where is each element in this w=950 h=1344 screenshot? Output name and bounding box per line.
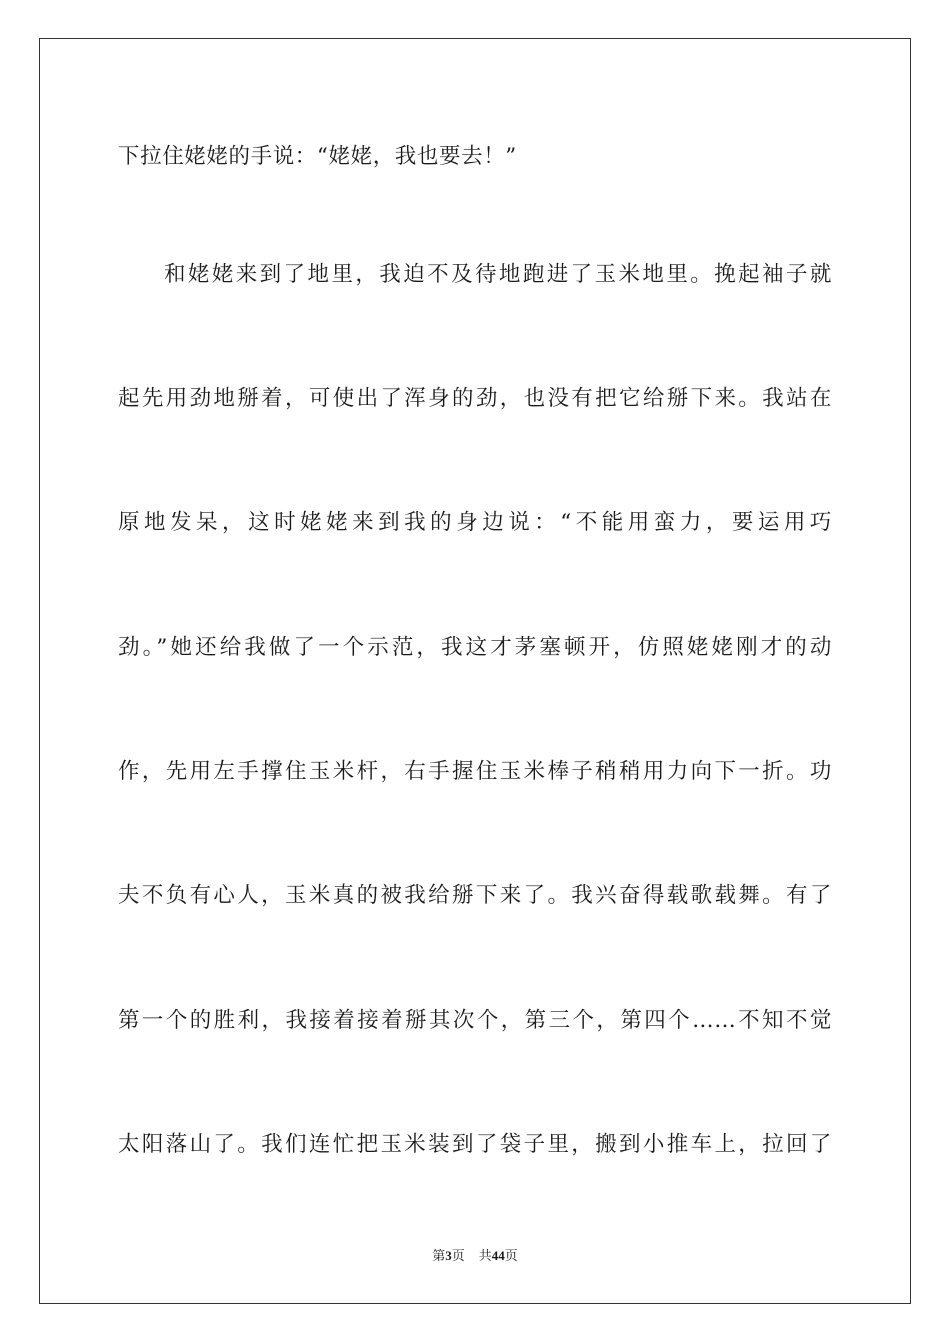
page-suffix: 页 bbox=[451, 1248, 465, 1263]
page-footer bbox=[0, 1247, 950, 1265]
total-suffix: 页 bbox=[504, 1248, 518, 1263]
text-line-3: 起先用劲地掰着，可使出了浑身的劲，也没有把它给掰下来。我站在 bbox=[118, 386, 832, 411]
text-line-1: 下拉住姥姥的手说：“姥姥，我也要去！” bbox=[118, 144, 517, 169]
text-line-4: 原地发呆，这时姥姥来到我的身边说：“不能用蛮力，要运用巧 bbox=[118, 510, 832, 535]
text-line-8: 第一个的胜利，我接着接着掰其次个，第三个，第四个……不知不觉 bbox=[118, 1008, 832, 1033]
text-line-5: 劲。”她还给我做了一个示范，我这才茅塞顿开，仿照姥姥刚才的动 bbox=[118, 635, 832, 660]
text-line-2: 和姥姥来到了地里，我迫不及待地跑进了玉米地里。挽起袖子就 bbox=[164, 262, 832, 287]
page-prefix: 第 bbox=[432, 1248, 446, 1263]
page-border bbox=[39, 38, 911, 1304]
text-line-7: 夫不负有心人，玉米真的被我给掰下来了。我兴奋得载歌载舞。有了 bbox=[118, 883, 832, 908]
total-prefix: 共 bbox=[478, 1248, 492, 1263]
text-line-9: 太阳落山了。我们连忙把玉米装到了袋子里，搬到小推车上，拉回了 bbox=[118, 1132, 832, 1157]
page-number: 3 bbox=[445, 1248, 452, 1263]
text-line-6: 作，先用左手撑住玉米杆，右手握住玉米棒子稍稍用力向下一折。功 bbox=[118, 759, 832, 784]
total-pages: 44 bbox=[491, 1248, 505, 1263]
